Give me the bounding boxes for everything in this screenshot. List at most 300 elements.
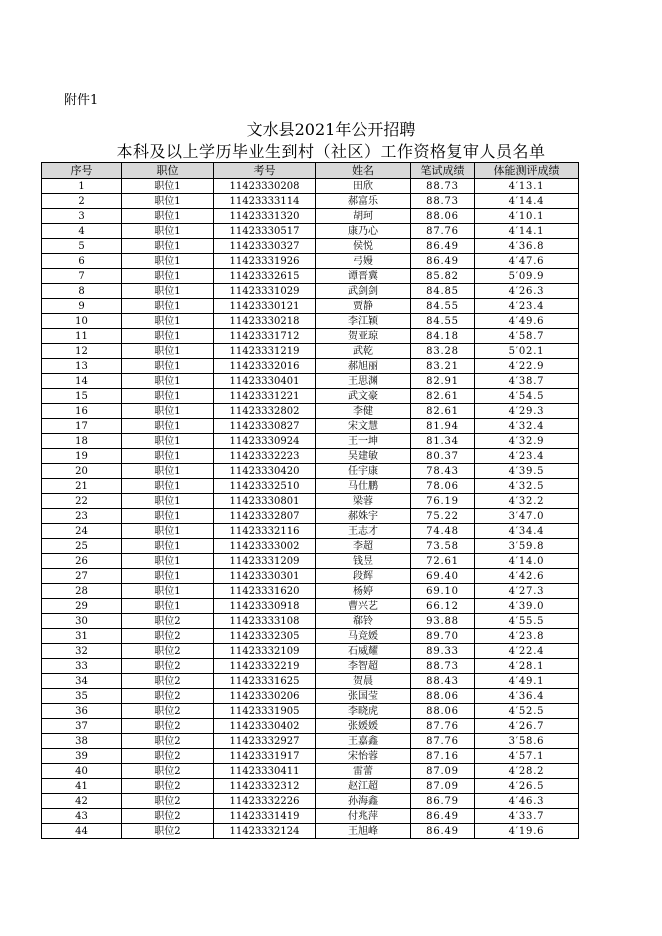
cell-written-score: 82.61 — [411, 389, 475, 404]
cell-fitness-score: 4′26.3 — [475, 284, 579, 299]
cell-position: 职位2 — [122, 809, 214, 824]
cell-written-score: 93.88 — [411, 614, 475, 629]
cell-written-score: 81.94 — [411, 419, 475, 434]
cell-name: 贺晨 — [316, 674, 411, 689]
cell-position: 职位1 — [122, 524, 214, 539]
table-row — [42, 734, 579, 749]
cell-exam-number: 11423330401 — [214, 374, 316, 389]
cell-name: 马竞媛 — [316, 629, 411, 644]
cell-exam-number: 11423332223 — [214, 449, 316, 464]
table-row — [42, 809, 579, 824]
cell-position: 职位2 — [122, 824, 214, 839]
cell-index: 2 — [42, 194, 122, 209]
cell-index: 13 — [42, 359, 122, 374]
cell-name: 王志才 — [316, 524, 411, 539]
cell-exam-number: 11423330801 — [214, 494, 316, 509]
table-row — [42, 374, 579, 389]
cell-written-score: 89.70 — [411, 629, 475, 644]
cell-written-score: 87.09 — [411, 779, 475, 794]
cell-position: 职位2 — [122, 614, 214, 629]
cell-fitness-score: 4′14.0 — [475, 554, 579, 569]
cell-position: 职位1 — [122, 284, 214, 299]
cell-index: 10 — [42, 314, 122, 329]
table-row — [42, 674, 579, 689]
cell-written-score: 80.37 — [411, 449, 475, 464]
cell-index: 18 — [42, 434, 122, 449]
table-row — [42, 689, 579, 704]
cell-exam-number: 11423333002 — [214, 539, 316, 554]
cell-name: 武文豪 — [316, 389, 411, 404]
cell-index: 27 — [42, 569, 122, 584]
table-row — [42, 389, 579, 404]
cell-exam-number: 11423331625 — [214, 674, 316, 689]
table-row — [42, 824, 579, 839]
cell-exam-number: 11423330327 — [214, 239, 316, 254]
cell-written-score: 86.79 — [411, 794, 475, 809]
cell-name: 付兆萍 — [316, 809, 411, 824]
cell-fitness-score: 4′26.5 — [475, 779, 579, 794]
cell-position: 职位1 — [122, 464, 214, 479]
cell-name: 李晓虎 — [316, 704, 411, 719]
cell-exam-number: 11423330208 — [214, 179, 316, 194]
table-row — [42, 644, 579, 659]
cell-fitness-score: 4′29.3 — [475, 404, 579, 419]
cell-position: 职位1 — [122, 434, 214, 449]
header-written-score: 笔试成绩 — [411, 163, 475, 179]
table-row — [42, 614, 579, 629]
cell-index: 15 — [42, 389, 122, 404]
cell-index: 41 — [42, 779, 122, 794]
cell-position: 职位2 — [122, 644, 214, 659]
cell-index: 5 — [42, 239, 122, 254]
cell-name: 谭晋冀 — [316, 269, 411, 284]
cell-written-score: 83.21 — [411, 359, 475, 374]
cell-index: 22 — [42, 494, 122, 509]
cell-exam-number: 11423330402 — [214, 719, 316, 734]
table-row — [42, 524, 579, 539]
cell-exam-number: 11423331905 — [214, 704, 316, 719]
cell-written-score: 88.73 — [411, 179, 475, 194]
cell-name: 弓嫚 — [316, 254, 411, 269]
cell-position: 职位2 — [122, 719, 214, 734]
cell-written-score: 69.40 — [411, 569, 475, 584]
table-row — [42, 509, 579, 524]
cell-fitness-score: 4′32.9 — [475, 434, 579, 449]
cell-fitness-score: 4′32.2 — [475, 494, 579, 509]
cell-exam-number: 11423330411 — [214, 764, 316, 779]
cell-fitness-score: 4′49.1 — [475, 674, 579, 689]
cell-exam-number: 11423331926 — [214, 254, 316, 269]
header-exam-number: 考号 — [214, 163, 316, 179]
cell-name: 郗铃 — [316, 614, 411, 629]
cell-exam-number: 11423332312 — [214, 779, 316, 794]
cell-exam-number: 11423332124 — [214, 824, 316, 839]
cell-position: 职位1 — [122, 539, 214, 554]
cell-position: 职位1 — [122, 179, 214, 194]
cell-name: 李健 — [316, 404, 411, 419]
table-row — [42, 479, 579, 494]
cell-position: 职位1 — [122, 449, 214, 464]
cell-position: 职位2 — [122, 749, 214, 764]
cell-written-score: 86.49 — [411, 809, 475, 824]
cell-exam-number: 11423332109 — [214, 644, 316, 659]
cell-index: 4 — [42, 224, 122, 239]
cell-name: 曹兴艺 — [316, 599, 411, 614]
cell-fitness-score: 4′23.4 — [475, 449, 579, 464]
cell-index: 33 — [42, 659, 122, 674]
cell-name: 张国莹 — [316, 689, 411, 704]
cell-position: 职位1 — [122, 419, 214, 434]
cell-index: 35 — [42, 689, 122, 704]
cell-written-score: 78.06 — [411, 479, 475, 494]
cell-fitness-score: 4′55.5 — [475, 614, 579, 629]
cell-index: 34 — [42, 674, 122, 689]
cell-index: 25 — [42, 539, 122, 554]
cell-fitness-score: 4′49.6 — [475, 314, 579, 329]
cell-position: 职位2 — [122, 734, 214, 749]
cell-fitness-score: 4′57.1 — [475, 749, 579, 764]
cell-index: 26 — [42, 554, 122, 569]
cell-written-score: 86.49 — [411, 254, 475, 269]
cell-name: 王旭峰 — [316, 824, 411, 839]
cell-written-score: 83.28 — [411, 344, 475, 359]
cell-written-score: 84.55 — [411, 299, 475, 314]
cell-exam-number: 11423331320 — [214, 209, 316, 224]
table-row — [42, 269, 579, 284]
cell-index: 3 — [42, 209, 122, 224]
cell-exam-number: 11423332807 — [214, 509, 316, 524]
cell-name: 张媛媛 — [316, 719, 411, 734]
cell-exam-number: 11423332016 — [214, 359, 316, 374]
table-row — [42, 584, 579, 599]
table-row — [42, 794, 579, 809]
cell-written-score: 87.09 — [411, 764, 475, 779]
cell-fitness-score: 4′33.7 — [475, 809, 579, 824]
cell-name: 石威耀 — [316, 644, 411, 659]
cell-exam-number: 11423332116 — [214, 524, 316, 539]
cell-fitness-score: 4′54.5 — [475, 389, 579, 404]
cell-exam-number: 11423332510 — [214, 479, 316, 494]
cell-name: 王思渊 — [316, 374, 411, 389]
table-row — [42, 224, 579, 239]
cell-position: 职位1 — [122, 374, 214, 389]
cell-index: 29 — [42, 599, 122, 614]
cell-index: 39 — [42, 749, 122, 764]
cell-index: 16 — [42, 404, 122, 419]
cell-exam-number: 11423331221 — [214, 389, 316, 404]
cell-name: 侯悦 — [316, 239, 411, 254]
cell-fitness-score: 4′14.1 — [475, 224, 579, 239]
cell-name: 郝富乐 — [316, 194, 411, 209]
table-row — [42, 779, 579, 794]
cell-written-score: 75.22 — [411, 509, 475, 524]
cell-index: 8 — [42, 284, 122, 299]
cell-position: 职位1 — [122, 194, 214, 209]
cell-fitness-score: 4′58.7 — [475, 329, 579, 344]
cell-position: 职位2 — [122, 674, 214, 689]
document-subtitle: 本科及以上学历毕业生到村（社区）工作资格复审人员名单 — [116, 142, 546, 161]
table-row — [42, 344, 579, 359]
cell-name: 杨婷 — [316, 584, 411, 599]
cell-position: 职位1 — [122, 269, 214, 284]
cell-exam-number: 11423332219 — [214, 659, 316, 674]
cell-index: 40 — [42, 764, 122, 779]
cell-written-score: 82.91 — [411, 374, 475, 389]
cell-index: 36 — [42, 704, 122, 719]
cell-name: 吴建敏 — [316, 449, 411, 464]
cell-name: 胡珂 — [316, 209, 411, 224]
cell-exam-number: 11423332802 — [214, 404, 316, 419]
cell-exam-number: 11423330918 — [214, 599, 316, 614]
cell-name: 武乾 — [316, 344, 411, 359]
table-row — [42, 464, 579, 479]
cell-fitness-score: 4′47.6 — [475, 254, 579, 269]
cell-fitness-score: 4′36.4 — [475, 689, 579, 704]
table-row — [42, 239, 579, 254]
cell-position: 职位1 — [122, 209, 214, 224]
table-header-row — [42, 163, 579, 179]
cell-written-score: 84.85 — [411, 284, 475, 299]
table-row — [42, 254, 579, 269]
cell-position: 职位1 — [122, 329, 214, 344]
cell-written-score: 88.06 — [411, 209, 475, 224]
cell-exam-number: 11423330218 — [214, 314, 316, 329]
cell-index: 17 — [42, 419, 122, 434]
cell-exam-number: 11423330517 — [214, 224, 316, 239]
cell-index: 38 — [42, 734, 122, 749]
cell-fitness-score: 3′47.0 — [475, 509, 579, 524]
cell-index: 20 — [42, 464, 122, 479]
cell-name: 宋怡蓉 — [316, 749, 411, 764]
cell-exam-number: 11423330206 — [214, 689, 316, 704]
cell-written-score: 81.34 — [411, 434, 475, 449]
cell-written-score: 76.19 — [411, 494, 475, 509]
cell-exam-number: 11423332615 — [214, 269, 316, 284]
cell-exam-number: 11423331917 — [214, 749, 316, 764]
cell-position: 职位1 — [122, 494, 214, 509]
cell-position: 职位1 — [122, 509, 214, 524]
cell-written-score: 87.76 — [411, 719, 475, 734]
table-row — [42, 434, 579, 449]
cell-position: 职位1 — [122, 479, 214, 494]
table-row — [42, 449, 579, 464]
cell-written-score: 87.16 — [411, 749, 475, 764]
table-row — [42, 659, 579, 674]
cell-index: 37 — [42, 719, 122, 734]
cell-written-score: 82.61 — [411, 404, 475, 419]
table-row — [42, 314, 579, 329]
cell-position: 职位1 — [122, 299, 214, 314]
cell-fitness-score: 5′09.9 — [475, 269, 579, 284]
header-fitness-score: 体能测评成绩 — [475, 163, 579, 179]
cell-index: 32 — [42, 644, 122, 659]
cell-written-score: 88.06 — [411, 704, 475, 719]
table-row — [42, 359, 579, 374]
table-row — [42, 629, 579, 644]
cell-exam-number: 11423332305 — [214, 629, 316, 644]
table-row — [42, 179, 579, 194]
cell-index: 6 — [42, 254, 122, 269]
cell-position: 职位2 — [122, 704, 214, 719]
cell-index: 7 — [42, 269, 122, 284]
table-row — [42, 719, 579, 734]
cell-written-score: 73.58 — [411, 539, 475, 554]
cell-position: 职位1 — [122, 389, 214, 404]
cell-fitness-score: 4′27.3 — [475, 584, 579, 599]
table-row — [42, 194, 579, 209]
cell-position: 职位2 — [122, 629, 214, 644]
cell-index: 43 — [42, 809, 122, 824]
cell-name: 李超 — [316, 539, 411, 554]
cell-name: 贺亚琼 — [316, 329, 411, 344]
cell-exam-number: 11423331029 — [214, 284, 316, 299]
cell-name: 李智超 — [316, 659, 411, 674]
cell-written-score: 88.73 — [411, 194, 475, 209]
cell-index: 9 — [42, 299, 122, 314]
cell-name: 李江颖 — [316, 314, 411, 329]
cell-index: 44 — [42, 824, 122, 839]
cell-position: 职位2 — [122, 764, 214, 779]
attachment-label: 附件1 — [64, 93, 99, 108]
table-row — [42, 764, 579, 779]
cell-fitness-score: 4′38.7 — [475, 374, 579, 389]
cell-fitness-score: 4′22.4 — [475, 644, 579, 659]
cell-written-score: 88.73 — [411, 659, 475, 674]
cell-exam-number: 11423332927 — [214, 734, 316, 749]
cell-fitness-score: 4′23.4 — [475, 299, 579, 314]
cell-index: 30 — [42, 614, 122, 629]
cell-fitness-score: 4′28.1 — [475, 659, 579, 674]
cell-exam-number: 11423330924 — [214, 434, 316, 449]
cell-fitness-score: 5′02.1 — [475, 344, 579, 359]
cell-fitness-score: 4′10.1 — [475, 209, 579, 224]
table-row — [42, 329, 579, 344]
cell-position: 职位2 — [122, 689, 214, 704]
cell-fitness-score: 3′58.6 — [475, 734, 579, 749]
cell-fitness-score: 4′32.4 — [475, 419, 579, 434]
cell-fitness-score: 3′59.8 — [475, 539, 579, 554]
table-row — [42, 599, 579, 614]
table-row — [42, 569, 579, 584]
cell-fitness-score: 4′36.8 — [475, 239, 579, 254]
cell-fitness-score: 4′39.0 — [475, 599, 579, 614]
table-row — [42, 284, 579, 299]
cell-written-score: 72.61 — [411, 554, 475, 569]
cell-position: 职位1 — [122, 584, 214, 599]
cell-fitness-score: 4′34.4 — [475, 524, 579, 539]
cell-name: 马仕鹏 — [316, 479, 411, 494]
cell-written-score: 85.82 — [411, 269, 475, 284]
cell-exam-number: 11423332226 — [214, 794, 316, 809]
cell-written-score: 87.76 — [411, 734, 475, 749]
cell-position: 职位1 — [122, 359, 214, 374]
cell-position: 职位1 — [122, 314, 214, 329]
table-row — [42, 419, 579, 434]
cell-position: 职位1 — [122, 599, 214, 614]
cell-fitness-score: 4′39.5 — [475, 464, 579, 479]
cell-name: 任宇康 — [316, 464, 411, 479]
cell-fitness-score: 4′23.8 — [475, 629, 579, 644]
cell-position: 职位2 — [122, 779, 214, 794]
cell-written-score: 84.18 — [411, 329, 475, 344]
cell-position: 职位1 — [122, 554, 214, 569]
table-body — [42, 179, 579, 839]
cell-index: 23 — [42, 509, 122, 524]
cell-name: 郝姝宇 — [316, 509, 411, 524]
document-title: 文水县2021年公开招聘 — [246, 120, 416, 139]
cell-position: 职位1 — [122, 224, 214, 239]
cell-index: 11 — [42, 329, 122, 344]
cell-fitness-score: 4′46.3 — [475, 794, 579, 809]
cell-name: 贾静 — [316, 299, 411, 314]
cell-exam-number: 11423331219 — [214, 344, 316, 359]
cell-index: 28 — [42, 584, 122, 599]
cell-index: 12 — [42, 344, 122, 359]
cell-exam-number: 11423331712 — [214, 329, 316, 344]
cell-written-score: 88.06 — [411, 689, 475, 704]
cell-index: 24 — [42, 524, 122, 539]
cell-exam-number: 11423331209 — [214, 554, 316, 569]
cell-index: 14 — [42, 374, 122, 389]
results-table — [41, 162, 579, 839]
cell-written-score: 69.10 — [411, 584, 475, 599]
cell-fitness-score: 4′14.4 — [475, 194, 579, 209]
cell-name: 梁蓉 — [316, 494, 411, 509]
cell-position: 职位1 — [122, 569, 214, 584]
cell-position: 职位2 — [122, 659, 214, 674]
cell-fitness-score: 4′22.9 — [475, 359, 579, 374]
cell-fitness-score: 4′52.5 — [475, 704, 579, 719]
table-row — [42, 704, 579, 719]
table-row — [42, 554, 579, 569]
cell-name: 钱昱 — [316, 554, 411, 569]
cell-name: 段辉 — [316, 569, 411, 584]
cell-fitness-score: 4′13.1 — [475, 179, 579, 194]
header-position: 职位 — [122, 163, 214, 179]
cell-exam-number: 11423331419 — [214, 809, 316, 824]
cell-written-score: 87.76 — [411, 224, 475, 239]
cell-position: 职位1 — [122, 239, 214, 254]
cell-index: 19 — [42, 449, 122, 464]
cell-exam-number: 11423330420 — [214, 464, 316, 479]
cell-written-score: 88.43 — [411, 674, 475, 689]
cell-index: 1 — [42, 179, 122, 194]
cell-exam-number: 11423330827 — [214, 419, 316, 434]
header-index: 序号 — [42, 163, 122, 179]
cell-name: 宋文慧 — [316, 419, 411, 434]
cell-exam-number: 11423333114 — [214, 194, 316, 209]
cell-name: 郝旭丽 — [316, 359, 411, 374]
table-row — [42, 494, 579, 509]
cell-written-score: 86.49 — [411, 239, 475, 254]
cell-fitness-score: 4′28.2 — [475, 764, 579, 779]
cell-index: 31 — [42, 629, 122, 644]
cell-fitness-score: 4′42.6 — [475, 569, 579, 584]
cell-written-score: 66.12 — [411, 599, 475, 614]
cell-position: 职位1 — [122, 344, 214, 359]
cell-fitness-score: 4′32.5 — [475, 479, 579, 494]
cell-name: 田欣 — [316, 179, 411, 194]
cell-name: 康乃心 — [316, 224, 411, 239]
table-row — [42, 209, 579, 224]
cell-position: 职位2 — [122, 794, 214, 809]
header-name: 姓名 — [316, 163, 411, 179]
cell-fitness-score: 4′26.7 — [475, 719, 579, 734]
table-row — [42, 539, 579, 554]
cell-exam-number: 11423331620 — [214, 584, 316, 599]
cell-exam-number: 11423333108 — [214, 614, 316, 629]
cell-position: 职位1 — [122, 404, 214, 419]
